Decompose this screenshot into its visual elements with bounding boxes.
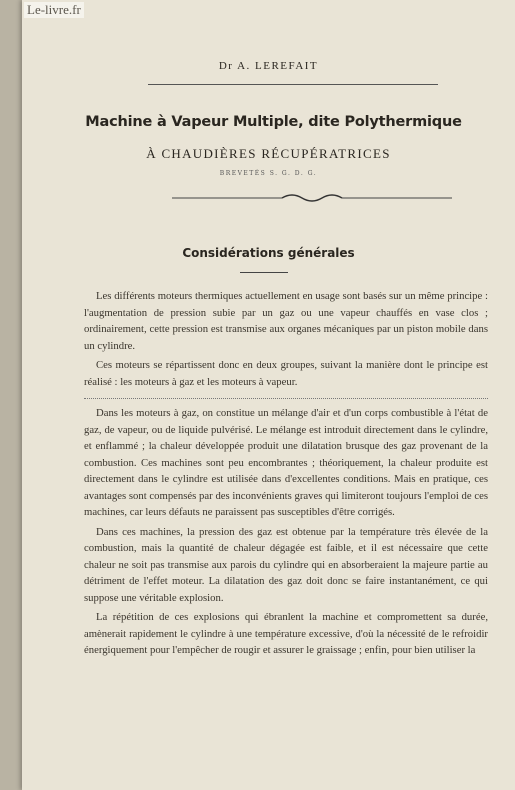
paragraph: Ces moteurs se répartissent donc en deux groupes, suivant la manière dont le principe est réalisé : les moteurs à gaz et les moteurs à vapeur. (84, 359, 488, 388)
author-line: Dr A. LEREFAIT (218, 60, 319, 72)
document-title: Machine à Vapeur Multiple, dite Polythermique (85, 114, 462, 130)
watermark: Le-livre.fr (24, 2, 84, 18)
section-underline (240, 272, 288, 273)
body-text (84, 288, 488, 662)
document-page (22, 0, 515, 790)
patent-line: BREVETÉS S. G. D. G. (219, 170, 318, 177)
paragraph: Dans ces machines, la pression des gaz est obtenue par la température très élevée de la combustion, mais la quantité de chaleur dégagée est faible, et il est nécessaire que cette chaleur ne soit pas transmise aux parois du cylindre qui en absorberaient la majeure partie au détriment de l'effet moteur. La dilatation des gaz doit donc se faire instantanément, ce qui suppose une véritable explosion. (84, 525, 488, 604)
paragraph: Dans les moteurs à gaz, on constitue un mélange d'air et d'un corps combustible à l'état de gaz, de vapeur, ou de liquide pulvérisé. Le mélange est introduit directement dans le cylindre, et enflammé ; la chaleur développée produit une dilatation brusque des gaz provenant de la combustion. Ces machines sont peu encombrantes ; théoriquement, la chaleur produite est directement dans le cylindre est utilisée dans d'excellentes conditions. Mais en pratique, ces avantages sont compensés par des inconvénients graves qui limiteront toujours l'emploi de ces machines, car leurs défauts ne paraissent pas susceptibles d'être corrigés. (84, 407, 488, 518)
section-heading: Considérations générales (182, 246, 355, 260)
header-rule (148, 84, 438, 85)
document-subtitle: À CHAUDIÈRES RÉCUPÉRATRICES (146, 146, 391, 161)
paragraph: La répétition de ces explosions qui ébranlent la machine et compromettent sa durée, amènerait rapidement le cylindre à une température excessive, d'où la nécessité de le refroidir énergiquement pour l'empêcher de rougir et assurer le graissage ; enfin, pour bien utiliser la (84, 611, 488, 656)
ornament-divider (172, 191, 452, 205)
paragraph-separator (84, 398, 488, 399)
paragraph: Les différents moteurs thermiques actuellement en usage sont basés sur un même principe : l'augmentation de pression subie par un gaz ou une vapeur chauffés en vase clos ; ordinairement, cette pression est transmise aux organes mécaniques par un piston mobile dans un cylindre. (84, 290, 488, 352)
